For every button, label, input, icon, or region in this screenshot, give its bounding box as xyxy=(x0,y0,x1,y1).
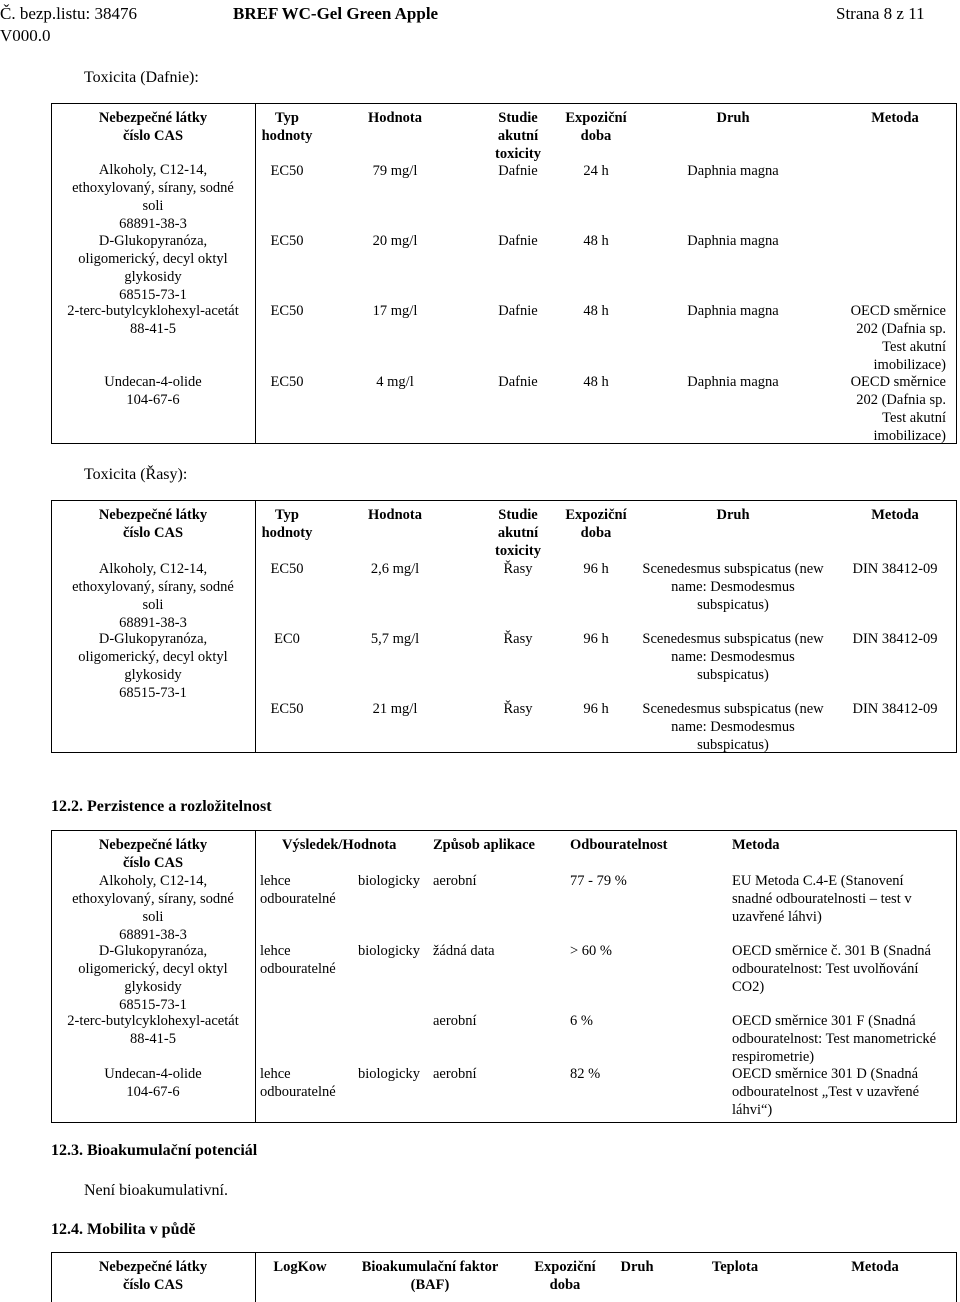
algae-row-2-species: Scenedesmus subspicatus (new name: Desmodesmus subspicatus) xyxy=(642,631,824,683)
mobility-header-logkow: LogKow xyxy=(273,1259,327,1275)
algae-row-3-method: DIN 38412-09 xyxy=(852,701,938,717)
algae-substance-1: Alkoholy, C12-14, ethoxylovaný, sírany, sodné soli 68891-38-3 xyxy=(72,561,234,631)
daphnia-row-4-study: Dafnie xyxy=(498,374,538,390)
daphnia-row-2-exposure: 48 h xyxy=(583,233,609,249)
daphnia-header-study: Studie akutní toxicity xyxy=(495,110,541,162)
daphnia-row-3-value: 17 mg/l xyxy=(372,303,418,319)
mobility-header-temperature: Teplota xyxy=(711,1259,759,1275)
persistence-row-4-result: lehce biologicky odbouratelné xyxy=(260,1066,420,1100)
persistence-table-divider xyxy=(255,830,256,1123)
algae-row-3-type: EC50 xyxy=(270,701,304,717)
daphnia-substance-1: Alkoholy, C12-14, ethoxylovaný, sírany, sodné soli 68891-38-3 xyxy=(72,162,234,232)
daphnia-substance-4: Undecan-4-olide 104-67-6 xyxy=(104,374,202,408)
bioaccumulation-section-title: 12.3. Bioakumulační potenciál xyxy=(51,1142,258,1159)
persistence-header-method: Metoda xyxy=(732,837,780,853)
persistence-row-4-degradability: 82 % xyxy=(570,1066,601,1082)
daphnia-row-3-species: Daphnia magna xyxy=(687,303,779,319)
persistence-row-1-degradability: 77 - 79 % xyxy=(570,873,627,889)
persistence-row-1-application: aerobní xyxy=(433,873,477,889)
algae-header-method: Metoda xyxy=(871,507,919,523)
mobility-header-species: Druh xyxy=(620,1259,654,1275)
algae-row-1-species: Scenedesmus subspicatus (new name: Desmodesmus subspicatus) xyxy=(642,561,824,613)
daphnia-row-3-type: EC50 xyxy=(270,303,304,319)
persistence-section-title: 12.2. Perzistence a rozložitelnost xyxy=(51,798,272,815)
mobility-header-exposure: Expoziční doba xyxy=(534,1259,596,1293)
daphnia-header-value: Hodnota xyxy=(368,110,422,126)
persistence-row-3-application: aerobní xyxy=(433,1013,477,1029)
persistence-row-2-application: žádná data xyxy=(433,943,495,959)
daphnia-row-2-study: Dafnie xyxy=(498,233,538,249)
daphnia-row-4-species: Daphnia magna xyxy=(687,374,779,390)
algae-row-1-value: 2,6 mg/l xyxy=(370,561,420,577)
daphnia-row-2-value: 20 mg/l xyxy=(372,233,418,249)
persistence-substance-4: Undecan-4-olide 104-67-6 xyxy=(104,1066,202,1100)
persistence-substance-2: D-Glukopyranóza, oligomerický, decyl oktyl glykosidy 68515-73-1 xyxy=(78,943,228,1013)
daphnia-header-exposure: Expoziční doba xyxy=(565,110,627,144)
algae-header-exposure: Expoziční doba xyxy=(565,507,627,541)
daphnia-header-species: Druh xyxy=(716,110,750,126)
page-number: Strana 8 z 11 xyxy=(836,4,925,23)
mobility-table-divider xyxy=(255,1252,256,1302)
daphnia-table-divider xyxy=(255,103,256,444)
algae-row-1-exposure: 96 h xyxy=(583,561,609,577)
persistence-substance-3: 2-terc-butylcyklohexyl-acetát 88-41-5 xyxy=(67,1013,239,1047)
mobility-section-title: 12.4. Mobilita v půdě xyxy=(51,1221,196,1238)
daphnia-row-1-study: Dafnie xyxy=(498,163,538,179)
persistence-row-2-degradability: > 60 % xyxy=(570,943,613,959)
algae-row-3-species: Scenedesmus subspicatus (new name: Desmodesmus subspicatus) xyxy=(642,701,824,753)
persistence-row-1-result: lehce biologicky odbouratelné xyxy=(260,873,420,907)
algae-row-1-type: EC50 xyxy=(270,561,304,577)
persistence-row-2-method: OECD směrnice č. 301 B (Snadná odbouratelnost: Test uvolňování CO2) xyxy=(732,943,931,995)
document-ref: Č. bezp.listu: 38476 xyxy=(0,4,137,23)
mobility-header-baf: Bioakumulační faktor (BAF) xyxy=(361,1259,499,1293)
algae-header-species: Druh xyxy=(716,507,750,523)
algae-row-1-method: DIN 38412-09 xyxy=(852,561,938,577)
daphnia-row-4-method: OECD směrnice 202 (Dafnia sp. Test akutní imobilizace) xyxy=(850,374,946,444)
algae-row-2-type: EC0 xyxy=(274,631,300,647)
daphnia-row-1-exposure: 24 h xyxy=(583,163,609,179)
daphnia-row-1-species: Daphnia magna xyxy=(687,163,779,179)
algae-row-2-value: 5,7 mg/l xyxy=(370,631,420,647)
persistence-header-degradability: Odbouratelnost xyxy=(570,837,668,853)
daphnia-row-1-type: EC50 xyxy=(270,163,304,179)
daphnia-section-title: Toxicita (Dafnie): xyxy=(84,69,199,86)
daphnia-row-3-study: Dafnie xyxy=(498,303,538,319)
daphnia-row-4-exposure: 48 h xyxy=(583,374,609,390)
daphnia-header-type: Typ hodnoty xyxy=(261,110,313,144)
daphnia-row-4-type: EC50 xyxy=(270,374,304,390)
algae-substance-2: D-Glukopyranóza, oligomerický, decyl oktyl glykosidy 68515-73-1 xyxy=(78,631,228,701)
daphnia-row-2-type: EC50 xyxy=(270,233,304,249)
daphnia-row-3-exposure: 48 h xyxy=(583,303,609,319)
algae-row-3-value: 21 mg/l xyxy=(372,701,418,717)
persistence-header-application: Způsob aplikace xyxy=(433,837,535,853)
algae-header-study: Studie akutní toxicity xyxy=(495,507,541,559)
algae-header-substance: Nebezpečné látky číslo CAS xyxy=(98,507,208,541)
algae-row-3-exposure: 96 h xyxy=(583,701,609,717)
algae-row-2-exposure: 96 h xyxy=(583,631,609,647)
mobility-header-substance: Nebezpečné látky číslo CAS xyxy=(98,1259,208,1293)
daphnia-row-1-value: 79 mg/l xyxy=(372,163,418,179)
product-name: BREF WC-Gel Green Apple xyxy=(233,4,439,23)
persistence-row-3-method: OECD směrnice 301 F (Snadná odbouratelnost: Test manometrické respirometrie) xyxy=(732,1013,937,1065)
persistence-row-1-method: EU Metoda C.4-E (Stanovení snadné odbouratelnosti – test v uzavřené láhvi) xyxy=(732,873,912,925)
algae-row-1-study: Řasy xyxy=(503,561,533,577)
daphnia-header-method: Metoda xyxy=(871,110,919,126)
algae-row-3-study: Řasy xyxy=(503,701,533,717)
persistence-row-4-method: OECD směrnice 301 D (Snadná odbouratelnost „Test v uzavřené láhvi“) xyxy=(732,1066,920,1118)
daphnia-substance-2: D-Glukopyranóza, oligomerický, decyl oktyl glykosidy 68515-73-1 xyxy=(78,233,228,303)
document-version: V000.0 xyxy=(0,26,51,45)
algae-section-title: Toxicita (Řasy): xyxy=(84,466,188,483)
algae-header-type: Typ hodnoty xyxy=(261,507,313,541)
algae-row-2-study: Řasy xyxy=(503,631,533,647)
bioaccumulation-text: Není bioakumulativní. xyxy=(84,1182,228,1199)
persistence-row-2-result: lehce biologicky odbouratelné xyxy=(260,943,420,977)
persistence-header-substance: Nebezpečné látky číslo CAS xyxy=(98,837,208,871)
persistence-substance-1: Alkoholy, C12-14, ethoxylovaný, sírany, sodné soli 68891-38-3 xyxy=(72,873,234,943)
daphnia-row-2-species: Daphnia magna xyxy=(687,233,779,249)
algae-header-value: Hodnota xyxy=(368,507,422,523)
persistence-row-4-application: aerobní xyxy=(433,1066,477,1082)
daphnia-header-substance: Nebezpečné látky číslo CAS xyxy=(98,110,208,144)
daphnia-row-4-value: 4 mg/l xyxy=(376,374,414,390)
persistence-row-3-degradability: 6 % xyxy=(570,1013,593,1029)
daphnia-row-3-method: OECD směrnice 202 (Dafnia sp. Test akutní imobilizace) xyxy=(850,303,946,373)
persistence-header-result: Výsledek/Hodnota xyxy=(282,837,397,853)
daphnia-substance-3: 2-terc-butylcyklohexyl-acetát 88-41-5 xyxy=(67,303,239,337)
mobility-header-method: Metoda xyxy=(851,1259,899,1275)
algae-row-2-method: DIN 38412-09 xyxy=(852,631,938,647)
